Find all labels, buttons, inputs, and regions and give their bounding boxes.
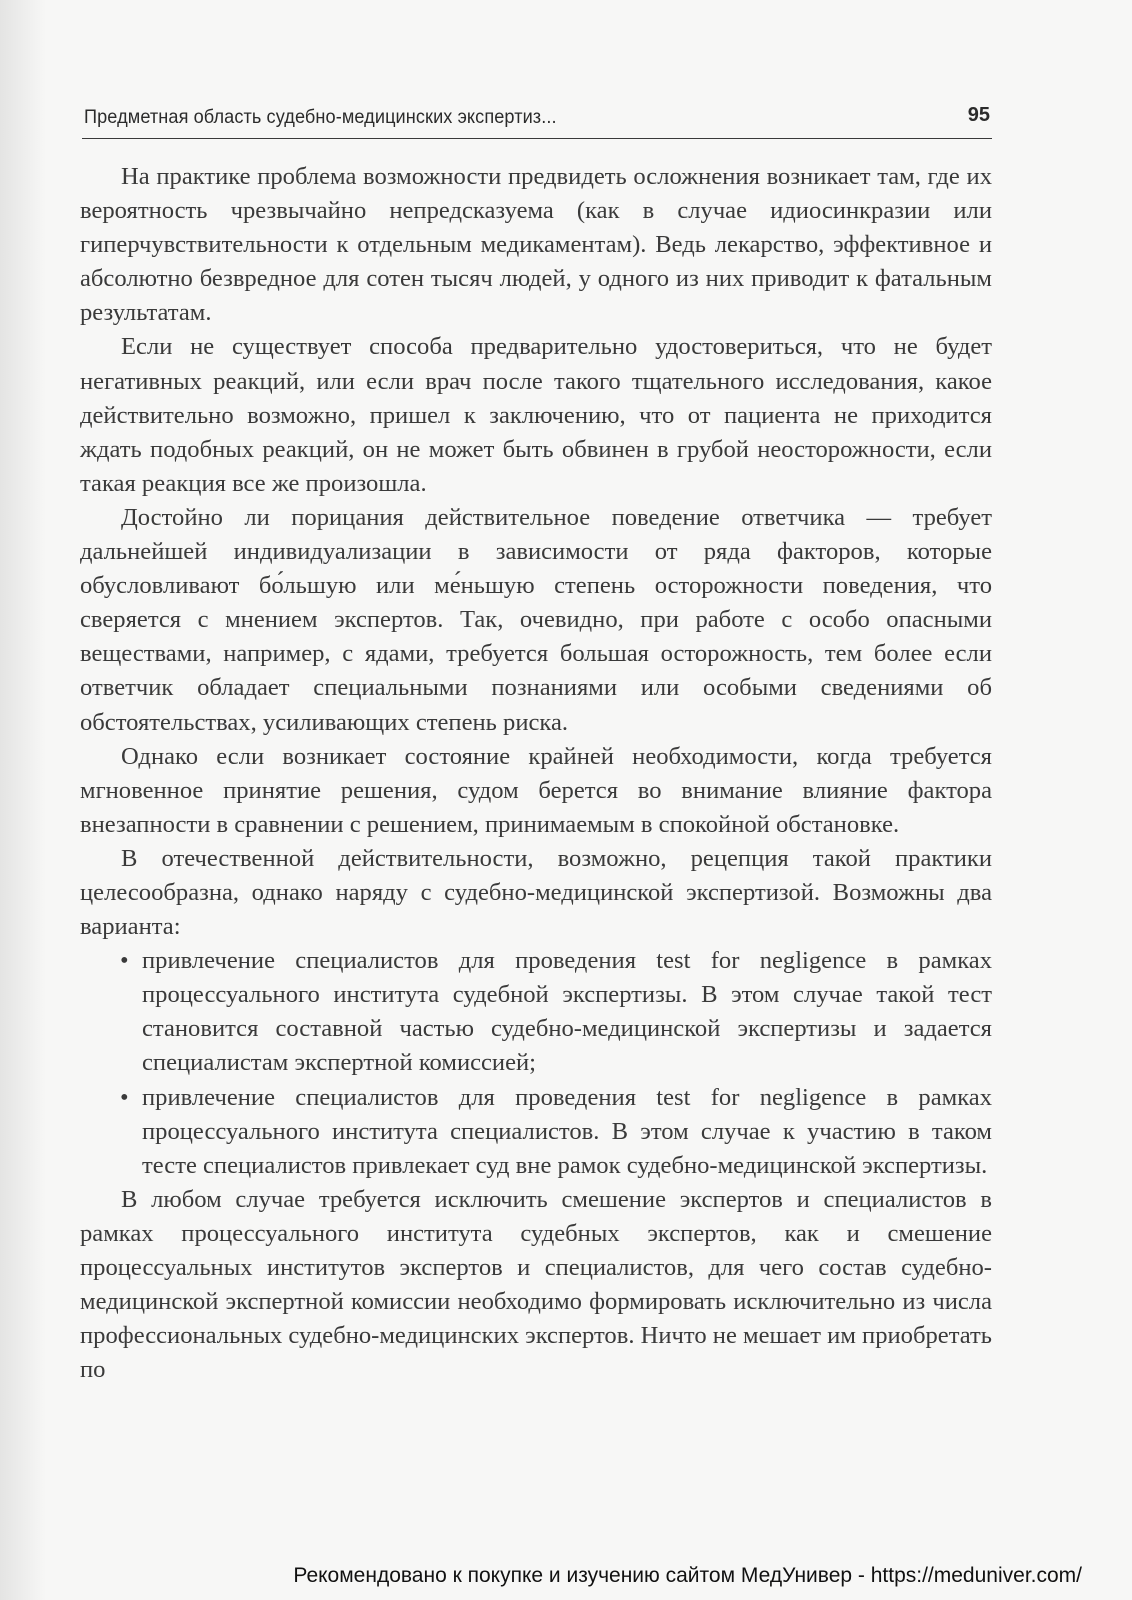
list-item-text: привлечение специалистов для проведения test for negligence в рамках процессуального института специалистов. В этом случае к участию в таком тесте специалистов привлекает суд вне рамок судебно-медицинской экспертизы. [142,1083,992,1179]
running-header-title: Предметная область судебно-медицинских экспертиз... [84,106,557,128]
paragraph-4: Однако если возникает состояние крайней необходимости, когда требуется мгновенное принятие решения, судом берется во внимание влияние фактора внезапности в сравнении с решением, принимаемым в спокойной обстановке. [80,742,992,838]
page-binding-shadow [0,0,46,1600]
paragraph-2: Если не существует способа предварительно удостовериться, что не будет негативных реакций, или если врач после такого тщательного исследования, какое действительно возможно, пришел к заключению, что от пациента не приходится ждать подобных реакций, он не может быть обвинен в грубой неосторожности, если такая реакция все же произошла. [80,333,992,497]
footer-watermark-text: Рекомендовано к покупке и изучению сайтом МедУнивер - https://meduniver.com/ [293,1564,1082,1587]
closing-paragraph: В любом случае требуется исключить смешение экспертов и специалистов в рамках процессуального института судебных экспертов, как и смешение процессуальных институтов экспертов и специалистов, для чего состав судебно-медицинской экспертной комиссии необходимо формировать исключительно из числа профессиональных судебно-медицинских экспертов. Ничто не мешает им приобретать по [80,1185,992,1384]
bullet-marker: • [120,947,129,975]
list-item [120,944,992,1080]
paragraph-5: В отечественной действительности, возможно, рецепция такой практики целесообразна, однако наряду с судебно-медицинской экспертизой. Возможны два варианта: [80,844,992,941]
bullet-marker: • [120,1083,129,1111]
list-item-text: привлечение специалистов для проведения test for negligence в рамках процессуального института судебной экспертизы. В этом случае такой тест становится составной частью судебно-медицинской экспертизы и задается специалистам экспертной комиссией; [142,947,992,1077]
paragraph-3: Достойно ли порицания действительное поведение ответчика — требует дальнейшей индивидуализации в зависимости от ряда факторов, которые обусловливают бо́льшую или ме́ньшую степень осторожности поведения, что сверяется с мнением экспертов. Так, очевидно, при работе с особо опасными веществами, например, с ядами, требуется большая осторожность, тем более если ответчик обладает специальными познаниями или особыми сведениями об обстоятельствах, усиливающих степень риска. [80,503,992,736]
body-text [80,160,992,1387]
paragraph-1: На практике проблема возможности предвидеть осложнения возникает там, где их вероятность чрезвычайно непредсказуема (как в случае идиосинкразии или гиперчувствительности к отдельным медикаментам). Ведь лекарство, эффективное и абсолютно безвредное для сотен тысяч людей, у одного из них приводит к фатальным результатам. [80,163,992,327]
list-item [120,1081,992,1183]
page-number: 95 [967,104,990,126]
running-header [82,102,992,139]
bullet-list [80,944,992,1183]
